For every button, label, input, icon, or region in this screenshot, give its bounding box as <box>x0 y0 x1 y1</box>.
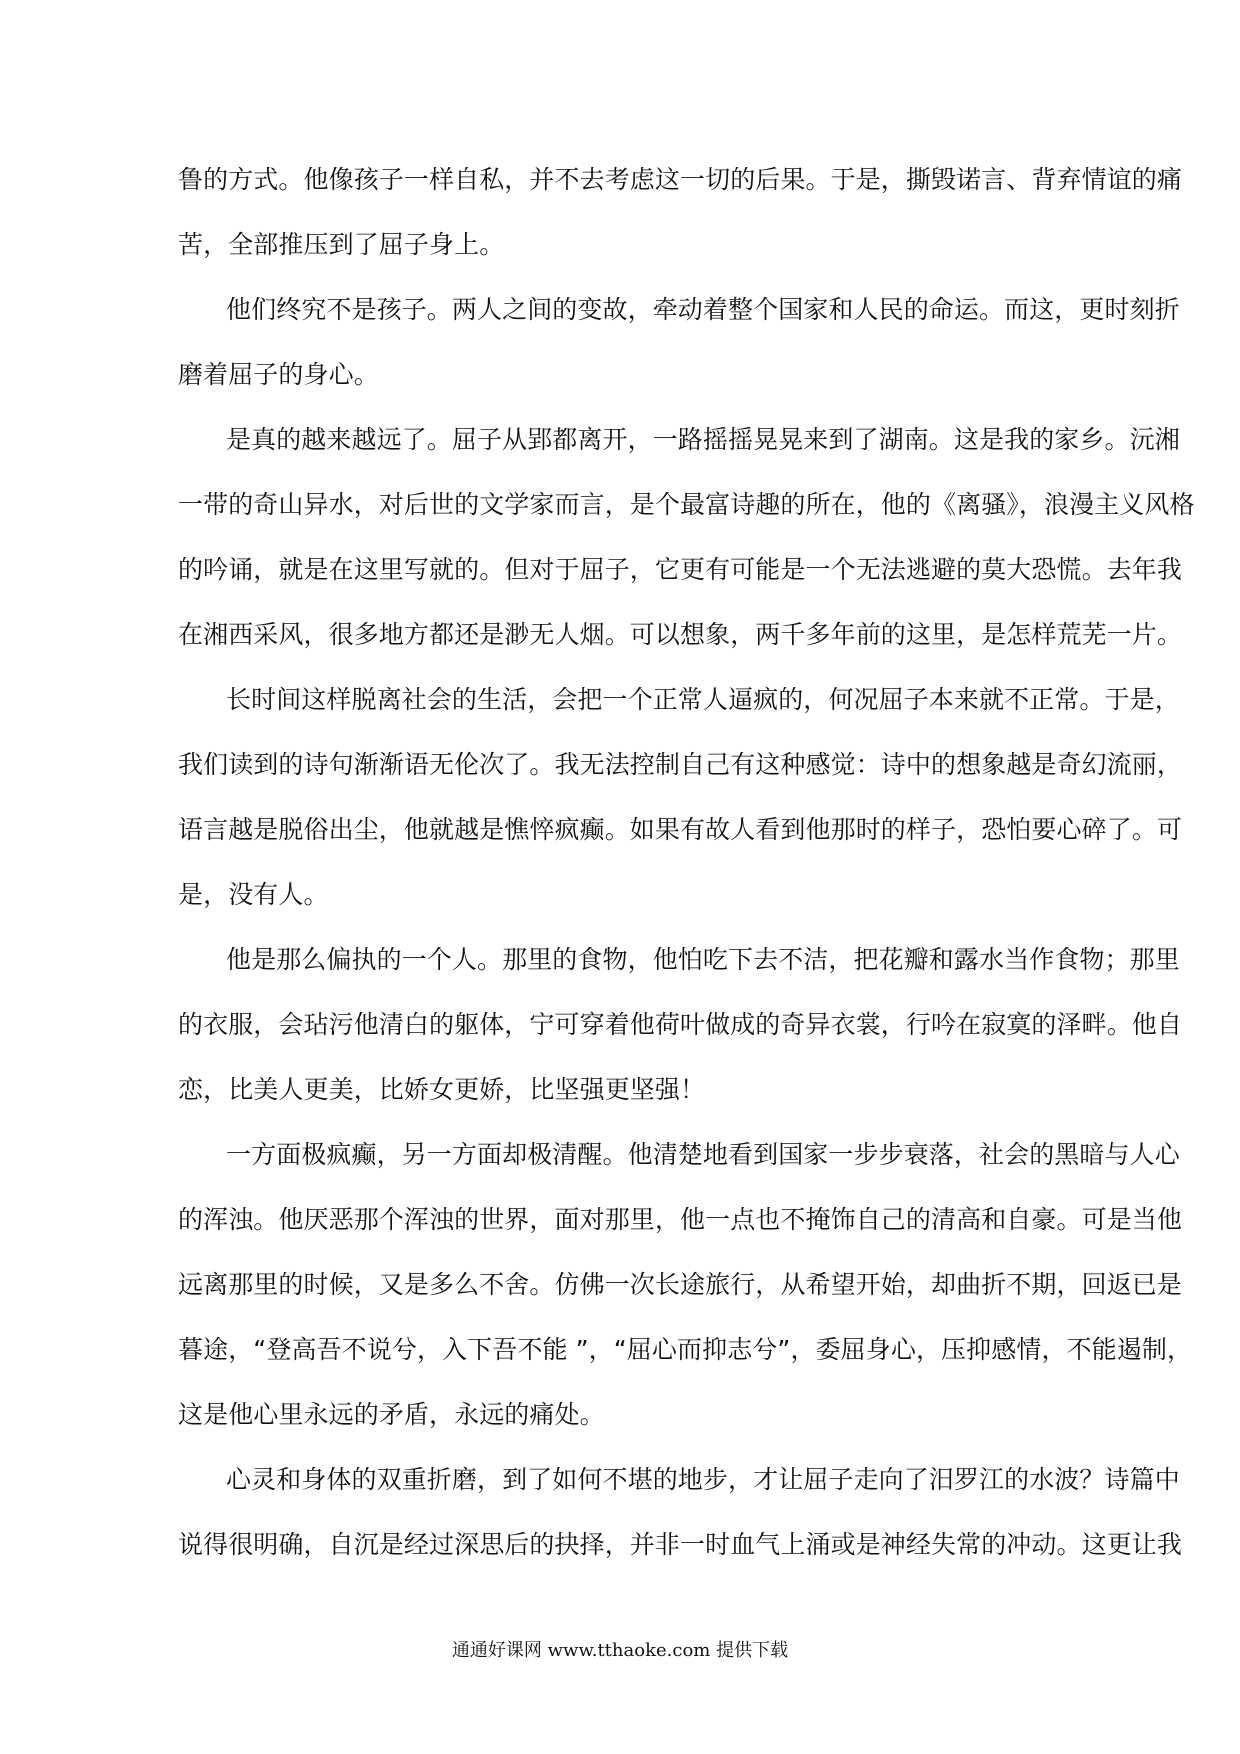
download-footer: 通通好课网 www.tthaoke.com 提供下载 <box>451 1640 789 1661</box>
text-line: 暮途，“登高吾不说兮，入下吾不能 ”，“屈心而抑志兮”，委屈身心，压抑感情，不能遏制， <box>178 1335 1193 1364</box>
text-line: 这是他心里永远的矛盾，永远的痛处。 <box>178 1400 605 1429</box>
text-line: 一带的奇山异水，对后世的文学家而言，是个最富诗趣的所在，他的《离骚》，浪漫主义风格 <box>178 490 1195 519</box>
paragraph-start-line: 他们终究不是孩子。两人之间的变故，牵动着整个国家和人民的命运。而这，更时刻折 <box>226 295 1180 324</box>
text-line: 磨着屈子的身心。 <box>178 360 379 389</box>
text-line: 苦，全部推压到了屈子身上。 <box>178 230 505 259</box>
text-line: 语言越是脱俗出尘，他就越是憔悴疯癫。如果有故人看到他那时的样子，恐怕要心碎了。可 <box>178 815 1183 844</box>
text-line: 恋，比美人更美，比娇女更娇，比坚强更坚强！ <box>178 1075 706 1104</box>
text-line: 的浑浊。他厌恶那个浑浊的世界，面对那里，他一点也不掩饰自己的清高和自豪。可是当他 <box>178 1205 1183 1234</box>
text-line: 的吟诵，就是在这里写就的。但对于屈子，它更有可能是一个无法逃避的莫大恐慌。去年我 <box>178 555 1183 584</box>
paragraph-start-line: 是真的越来越远了。屈子从郢都离开，一路摇摇晃晃来到了湖南。这是我的家乡。沅湘 <box>226 425 1180 454</box>
text-line: 是，没有人。 <box>178 880 329 909</box>
paragraph-start-line: 长时间这样脱离社会的生活，会把一个正常人逼疯的，何况屈子本来就不正常。于是， <box>226 685 1180 714</box>
text-line: 鲁的方式。他像孩子一样自私，并不去考虑这一切的后果。于是，撕毁诺言、背弃情谊的痛 <box>178 165 1183 194</box>
paragraph-start-line: 心灵和身体的双重折磨，到了如何不堪的地步，才让屈子走向了汨罗江的水波？诗篇中 <box>226 1465 1180 1494</box>
text-line: 的衣服，会玷污他清白的躯体，宁可穿着他荷叶做成的奇异衣裳，行吟在寂寞的泽畔。他自 <box>178 1010 1183 1039</box>
paragraph-start-line: 他是那么偏执的一个人。那里的食物，他怕吃下去不洁，把花瓣和露水当作食物；那里 <box>226 945 1180 974</box>
document-body <box>178 163 1195 1593</box>
text-line: 我们读到的诗句渐渐语无伦次了。我无法控制自己有这种感觉：诗中的想象越是奇幻流丽， <box>178 750 1183 779</box>
text-line: 在湘西采风，很多地方都还是渺无人烟。可以想象，两千多年前的这里，是怎样荒芜一片。 <box>178 620 1183 649</box>
paragraph-start-line: 一方面极疯癫，另一方面却极清醒。他清楚地看到国家一步步衰落，社会的黑暗与人心 <box>226 1140 1180 1169</box>
text-line: 远离那里的时候，又是多么不舍。仿佛一次长途旅行，从希望开始，却曲折不期，回返已是 <box>178 1270 1183 1299</box>
text-line: 说得很明确，自沉是经过深思后的抉择，并非一时血气上涌或是神经失常的冲动。这更让我 <box>178 1530 1183 1559</box>
